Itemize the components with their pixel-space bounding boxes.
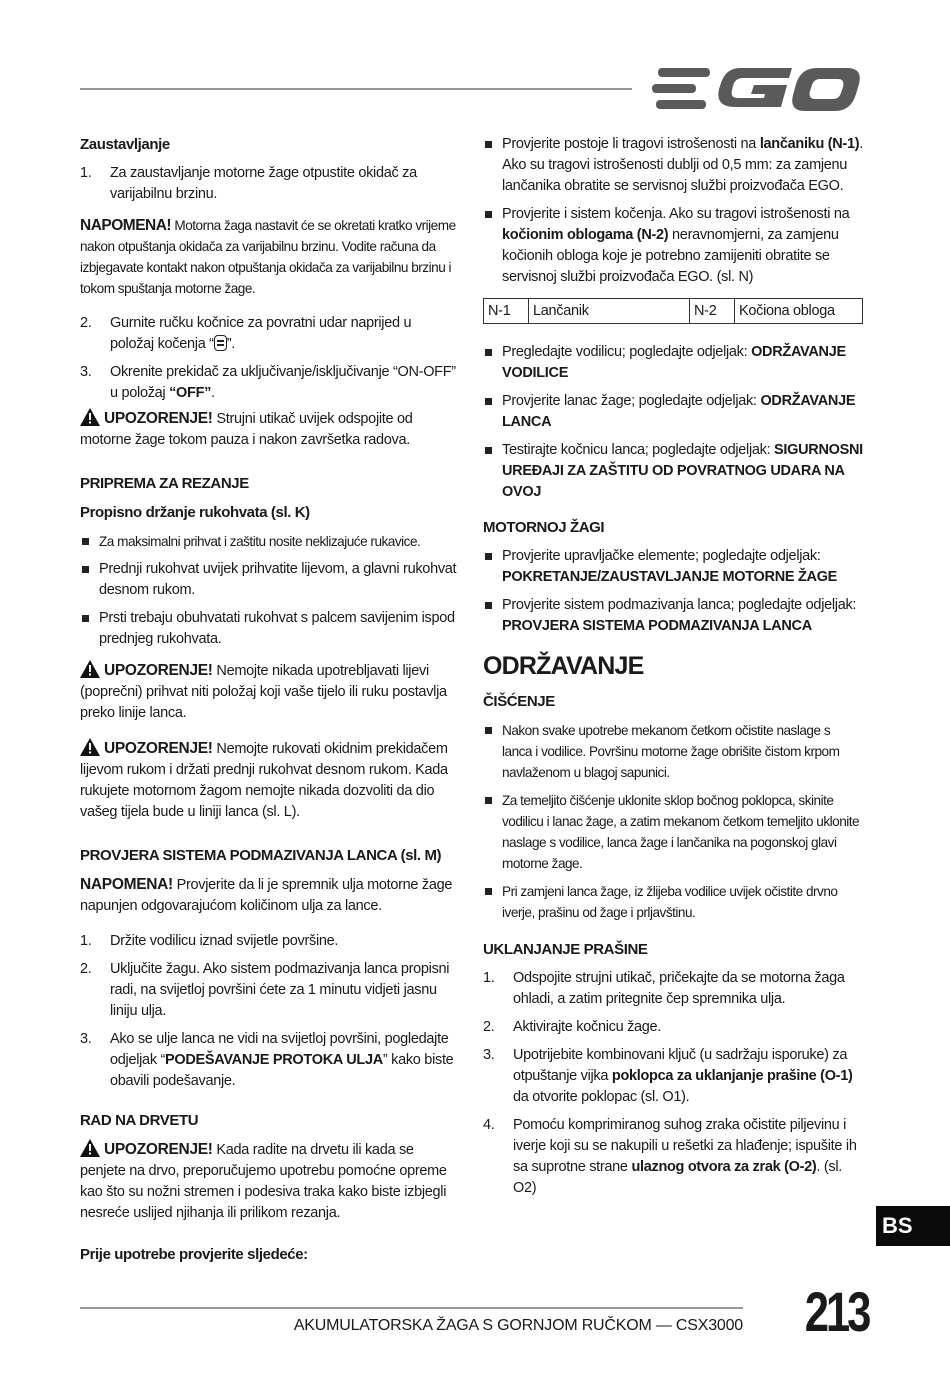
bullet-icon — [485, 447, 492, 454]
section-heading: PRIPREMA ZA REZANJE — [80, 475, 249, 492]
bullet-icon — [485, 727, 492, 734]
check-bullet-list — [483, 546, 863, 637]
stop-heading: Zaustavljanje — [80, 136, 170, 153]
check-bullet-list — [483, 134, 863, 288]
maintenance-heading: ODRŽAVANJE — [483, 652, 644, 680]
dust-steps — [483, 968, 863, 1199]
bullet-icon — [82, 615, 89, 622]
list-item: 3. Upotrijebite kombinovani ključ (u sadržaju isporuke) za otpuštanje vijka poklopca za uklanjanje prašine (O-1) da otvorite poklopac (sl. O1). — [483, 1047, 853, 1105]
list-item: 1. Držite vodilicu iznad svijetle površine. — [80, 933, 339, 949]
list-item: Testirajte kočnicu lanca; pogledajte odjeljak: SIGURNOSNI UREĐAJI ZA ZAŠTITU OD POVRATNOG UDARA NA OVOJ — [483, 440, 863, 503]
list-item: 1. Za zaustavljanje motorne žage otpustite okidač za varijabilnu brzinu. — [80, 165, 417, 202]
section-heading: ČIŠĆENJE — [483, 693, 555, 710]
note-paragraph: NAPOMENA! Provjerite da li je spremnik ulja motorne žage napunjen odgovarajućom količinom ulja za lance. — [80, 876, 453, 914]
list-item: Prsti trebaju obuhvatati rukohvat s palcem savijenim ispod prednjeg rukohvata. — [80, 608, 458, 650]
section-heading: PROVJERA SISTEMA PODMAZIVANJA LANCA (sl. M) — [80, 847, 442, 864]
left-column — [80, 134, 458, 1273]
note-paragraph: NAPOMENA! Motorna žaga nastavit će se okretati kratko vrijeme nakon otpuštanja okidača za varijabilnu brzinu. Vodite računa da izbjegavate kontakt nakon otpuštanja okidača za varijabilnu brzinu i tokom spuštanja motorne žage. — [80, 217, 456, 296]
header-rule — [80, 88, 632, 90]
list-item: Za maksimalni prihvat i zaštitu nosite neklizajuće rukavice. — [80, 531, 458, 552]
check-bullet-list — [483, 342, 863, 503]
bullet-icon — [485, 349, 492, 356]
list-item: Provjerite postoje li tragovi istrošenosti na lančaniku (N-1). Ako su tragovi istrošenosti dublji od 0,5 mm: za zamjenu lančanika obratite se servisnoj službi proizvođača EGO. — [483, 134, 863, 197]
stop-steps — [80, 163, 458, 205]
language-tab: BS — [876, 1206, 950, 1246]
list-item: Provjerite i sistem kočenja. Ako su tragovi istrošenosti na kočionim oblogama (N-2) neravnomjerni, za zamjenu kočionih obloga koje je potrebno zamijeniti obratite se servisnoj službi proizvođača EGO. (sl. N) — [483, 204, 863, 288]
page-number: 213 — [804, 1280, 869, 1343]
brake-lock-icon — [214, 335, 227, 351]
warning-paragraph: UPOZORENJE! Kada radite na drvetu ili kada se penjete na drvo, preporučujemo upotrebu pomoćne opreme kao što su nožni stremen i podesiva traka kako biste izbjegli nesreće uslijed njihanja ili prilikom rezanja. — [80, 1141, 447, 1221]
list-item: Pregledajte vodilicu; pogledajte odjeljak: ODRŽAVANJE VODILICE — [483, 342, 863, 384]
bullet-icon — [82, 538, 89, 545]
warning-icon — [80, 1139, 100, 1157]
list-item: 2. Aktivirajte kočnicu žage. — [483, 1019, 662, 1035]
table-cell: Lančanik — [529, 299, 690, 324]
lube-steps — [80, 931, 458, 1092]
subsection-heading: Propisno držanje rukohvata (sl. K) — [80, 504, 310, 521]
cleaning-bullet-list — [483, 720, 863, 923]
footer-title: AKUMULATORSKA ŽAGA S GORNJOM RUČKOM — CSX3000 — [293, 1317, 743, 1334]
bullet-icon — [485, 398, 492, 405]
stop-steps-continued — [80, 313, 458, 404]
warning-icon — [80, 738, 100, 756]
list-item: 3. Ako se ulje lanca ne vidi na svijetloj površini, pogledajte odjeljak “PODEŠAVANJE PROTOKA ULJA” kako biste obavili podešavanje. — [80, 1031, 454, 1089]
bullet-icon — [485, 797, 492, 804]
list-item: Prednji rukohvat uvijek prihvatite lijevom, a glavni rukohvat desnom rukom. — [80, 559, 458, 601]
list-item: Provjerite sistem podmazivanja lanca; pogledajte odjeljak: PROVJERA SISTEMA PODMAZIVANJA LANCA — [483, 595, 863, 637]
warning-paragraph: UPOZORENJE! Nemojte nikada upotrebljavati lijevi (poprečni) prihvat niti položaj koji vaše tijelo ili ruku postavlja preko linije lanca. — [80, 662, 447, 721]
list-item: 4. Pomoću komprimiranog suhog zraka očistite piljevinu i iverje koji su se nakupili u rešetki za hlađenje; ispušite ih sa suprotne strane ulaznog otvora za zrak (O-2). (sl. O2) — [483, 1117, 857, 1196]
section-heading: MOTORNOJ ŽAGI — [483, 519, 605, 536]
list-item: 3. Okrenite prekidač za uključivanje/isključivanje “ON-OFF” u položaj “OFF”. — [80, 364, 456, 401]
list-item: Provjerite lanac žage; pogledajte odjeljak: ODRŽAVANJE LANCA — [483, 391, 863, 433]
bullet-icon — [485, 602, 492, 609]
list-item: 1. Odspojite strujni utikač, pričekajte da se motorna žaga ohladi, a zatim pritegnite čep spremnika ulja. — [483, 970, 845, 1007]
ego-logo — [652, 66, 860, 112]
subsection-heading: Prije upotrebe provjerite sljedeće: — [80, 1246, 308, 1263]
table-row — [484, 299, 863, 324]
list-item: Nakon svake upotrebe mekanom četkom očistite naslage s lanca i vodilice. Površinu motorne žage obrišite čistom krpom navlaženom u blagoj sapunici. — [483, 720, 863, 783]
table-cell: Kočiona obloga — [735, 299, 863, 324]
warning-paragraph: UPOZORENJE! Nemojte rukovati okidnim prekidačem lijevom rukom i držati prednji rukohvat desnom rukom. Kada rukujete motornom žagom nemojte nikada dozvoliti da dio vašeg tijela bude u liniji lanca (sl. L). — [80, 740, 448, 820]
parts-table — [483, 298, 863, 324]
list-item: 2. Uključite žagu. Ako sistem podmazivanja lanca propisni radi, na svijetloj površini ćete za 1 minutu vidjeti jasnu liniju ulja. — [80, 961, 450, 1019]
table-cell: N-1 — [484, 299, 529, 324]
list-item: Za temeljito čišćenje uklonite sklop bočnog poklopca, skinite vodilicu i lanac žage, a zatim mekanom četkom temeljito uklonite naslage s vodilice, lanca žage i lančanika na pogonskoj glavi motorne žage. — [483, 790, 863, 874]
footer-rule — [80, 1307, 743, 1309]
list-item: 2. Gurnite ručku kočnice za povratni udar naprijed u položaj kočenja “ ”. — [80, 315, 412, 352]
warning-icon — [80, 408, 100, 426]
bullet-icon — [485, 553, 492, 560]
bullet-icon — [485, 141, 492, 148]
list-item: Provjerite upravljačke elemente; pogledajte odjeljak: POKRETANJE/ZAUSTAVLJANJE MOTORNE ŽAGE — [483, 546, 863, 588]
bullet-icon — [485, 211, 492, 218]
bullet-icon — [82, 566, 89, 573]
right-column — [483, 134, 863, 1209]
warning-icon — [80, 660, 100, 678]
section-heading: RAD NA DRVETU — [80, 1112, 199, 1129]
warning-paragraph: UPOZORENJE! Strujni utikač uvijek odspojite od motorne žage tokom pauza i nakon završetka radova. — [80, 410, 413, 448]
grip-bullet-list — [80, 531, 458, 650]
bullet-icon — [485, 888, 492, 895]
list-item: Pri zamjeni lanca žage, iz žlijeba vodilice uvijek očistite drvno iverje, prašinu od žage i prljavštinu. — [483, 881, 863, 923]
section-heading: UKLANJANJE PRAŠINE — [483, 941, 648, 958]
table-cell: N-2 — [690, 299, 735, 324]
